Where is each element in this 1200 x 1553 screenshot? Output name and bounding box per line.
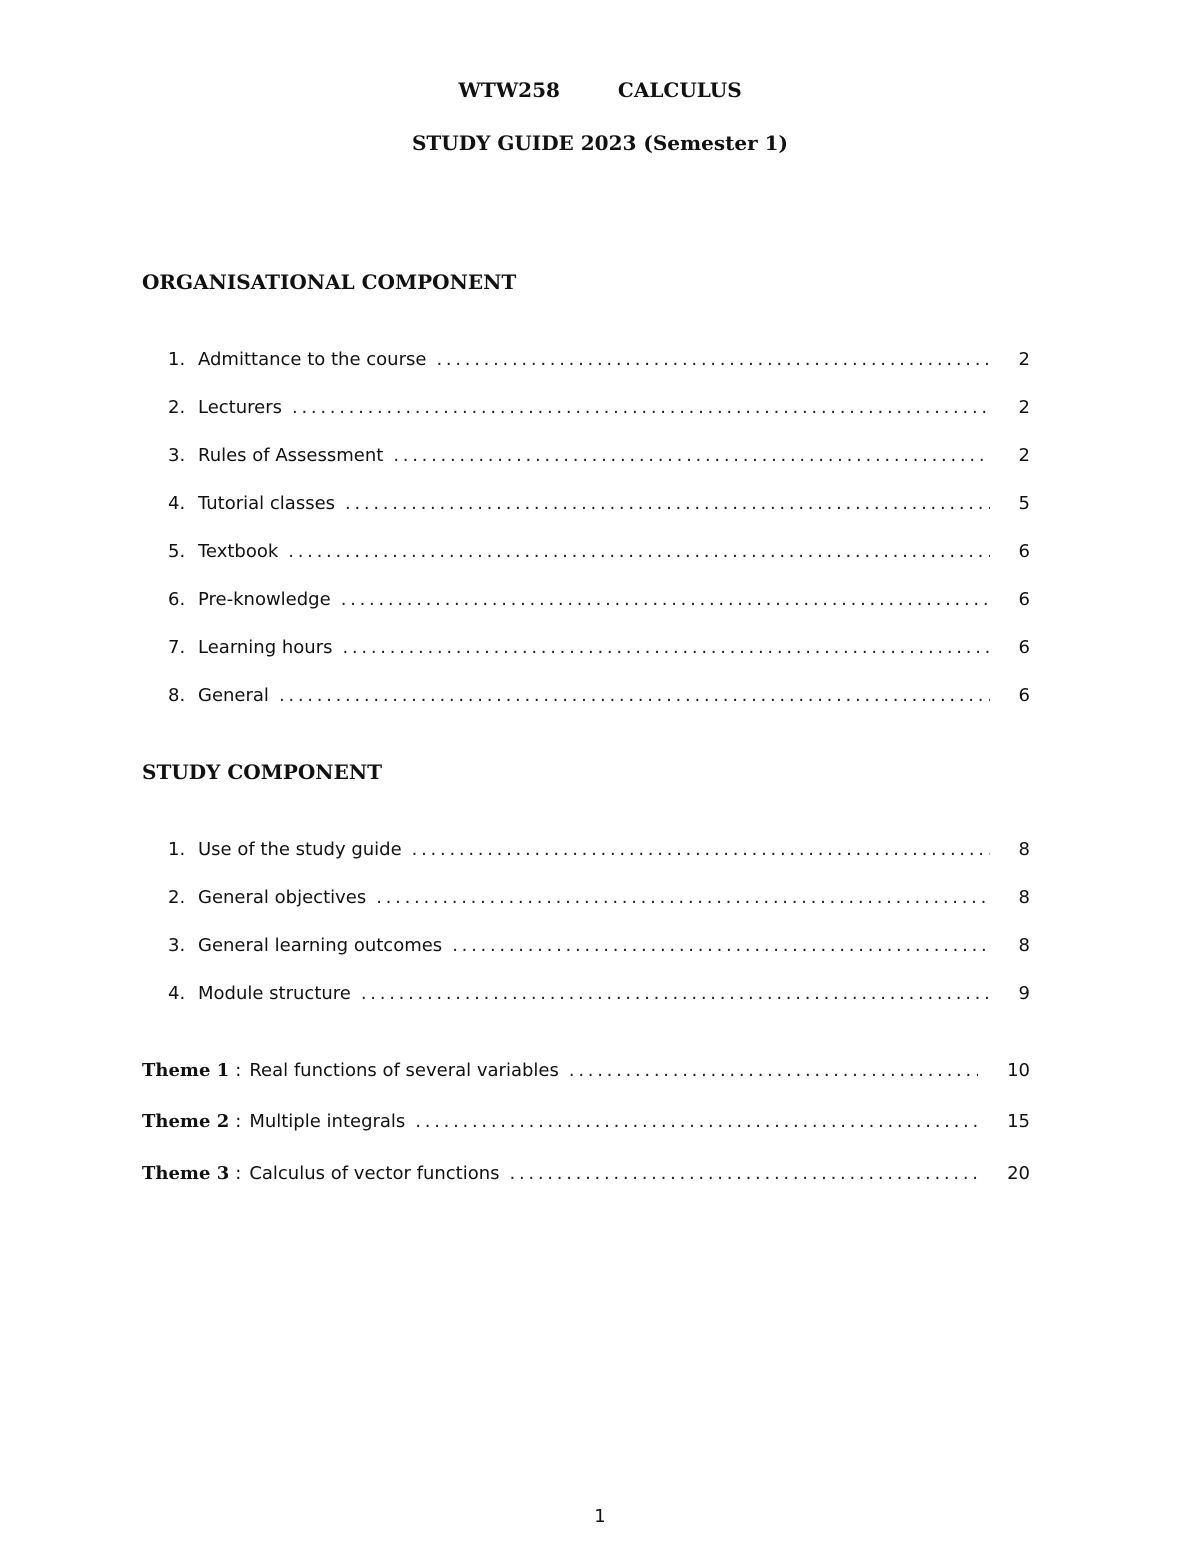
dot-leader — [342, 636, 990, 660]
entry-page: 5 — [1018, 493, 1030, 514]
toc-entry[interactable] — [168, 886, 1030, 910]
entry-number: 3. — [168, 935, 186, 956]
theme-label: Real functions of several variables — [249, 1060, 559, 1081]
toc-entry[interactable] — [168, 540, 1030, 564]
theme-label: Multiple integrals — [249, 1111, 406, 1132]
dot-leader — [341, 588, 990, 612]
entry-number: 1. — [168, 839, 186, 860]
entry-page: 8 — [1018, 887, 1030, 908]
entry-label: General learning outcomes — [198, 935, 443, 956]
entry-page: 8 — [1018, 935, 1030, 956]
theme-entry[interactable] — [142, 1162, 1030, 1186]
toc-entry[interactable] — [168, 492, 1030, 516]
entry-label: Use of the study guide — [198, 839, 402, 860]
toc-entry[interactable] — [168, 838, 1030, 862]
dot-leader — [288, 540, 990, 564]
entry-page: 6 — [1018, 637, 1030, 658]
toc-entry[interactable] — [168, 444, 1030, 468]
toc-entry[interactable] — [168, 684, 1030, 708]
dot-leader — [569, 1059, 978, 1083]
entry-label: Rules of Assessment — [198, 445, 384, 466]
theme-entry[interactable] — [142, 1110, 1030, 1134]
dot-leader — [393, 444, 990, 468]
entry-page: 8 — [1018, 839, 1030, 860]
toc-entry[interactable] — [168, 348, 1030, 372]
entry-page: 9 — [1018, 983, 1030, 1004]
entry-number: 6. — [168, 589, 186, 610]
entry-label: Admittance to the course — [198, 349, 427, 370]
theme-separator: : — [235, 1111, 242, 1132]
theme-page: 15 — [1007, 1111, 1030, 1132]
dot-leader — [452, 934, 990, 958]
dot-leader — [361, 982, 990, 1006]
dot-leader — [510, 1162, 978, 1186]
dot-leader — [436, 348, 990, 372]
dot-leader — [292, 396, 990, 420]
entry-number: 2. — [168, 397, 186, 418]
toc-entry[interactable] — [168, 636, 1030, 660]
theme-name: Theme 1 — [142, 1060, 230, 1081]
dot-leader — [279, 684, 990, 708]
entry-number: 8. — [168, 685, 186, 706]
dot-leader — [345, 492, 990, 516]
entry-number: 1. — [168, 349, 186, 370]
entry-label: Textbook — [198, 541, 279, 562]
theme-name: Theme 3 — [142, 1163, 230, 1184]
entry-page: 2 — [1018, 349, 1030, 370]
entry-label: General — [198, 685, 269, 706]
organisational-heading: ORGANISATIONAL COMPONENT — [142, 270, 517, 294]
dot-leader — [412, 838, 990, 862]
entry-page: 6 — [1018, 541, 1030, 562]
page-number: 1 — [594, 1506, 606, 1527]
entry-number: 7. — [168, 637, 186, 658]
entry-label: Learning hours — [198, 637, 333, 658]
study-heading: STUDY COMPONENT — [142, 760, 382, 784]
entry-page: 2 — [1018, 445, 1030, 466]
theme-entry[interactable] — [142, 1059, 1030, 1083]
toc-entry[interactable] — [168, 934, 1030, 958]
entry-label: General objectives — [198, 887, 367, 908]
theme-separator: : — [235, 1060, 242, 1081]
theme-separator: : — [235, 1163, 242, 1184]
entry-page: 6 — [1018, 589, 1030, 610]
toc-entry[interactable] — [168, 588, 1030, 612]
course-title — [0, 78, 1200, 102]
entry-label: Tutorial classes — [198, 493, 336, 514]
theme-name: Theme 2 — [142, 1111, 230, 1132]
entry-number: 4. — [168, 983, 186, 1004]
entry-page: 6 — [1018, 685, 1030, 706]
theme-label: Calculus of vector functions — [249, 1163, 500, 1184]
theme-page: 20 — [1007, 1163, 1030, 1184]
entry-number: 5. — [168, 541, 186, 562]
dot-leader — [376, 886, 990, 910]
dot-leader — [415, 1110, 978, 1134]
entry-label: Pre-knowledge — [198, 589, 331, 610]
course-code: WTW258 — [458, 78, 560, 102]
study-guide-subtitle: STUDY GUIDE 2023 (Semester 1) — [411, 131, 789, 155]
toc-entry[interactable] — [168, 982, 1030, 1006]
entry-number: 2. — [168, 887, 186, 908]
entry-number: 4. — [168, 493, 186, 514]
course-name: CALCULUS — [617, 78, 742, 102]
entry-number: 3. — [168, 445, 186, 466]
theme-page: 10 — [1007, 1060, 1030, 1081]
toc-entry[interactable] — [168, 396, 1030, 420]
entry-page: 2 — [1018, 397, 1030, 418]
entry-label: Lecturers — [198, 397, 283, 418]
entry-label: Module structure — [198, 983, 351, 1004]
